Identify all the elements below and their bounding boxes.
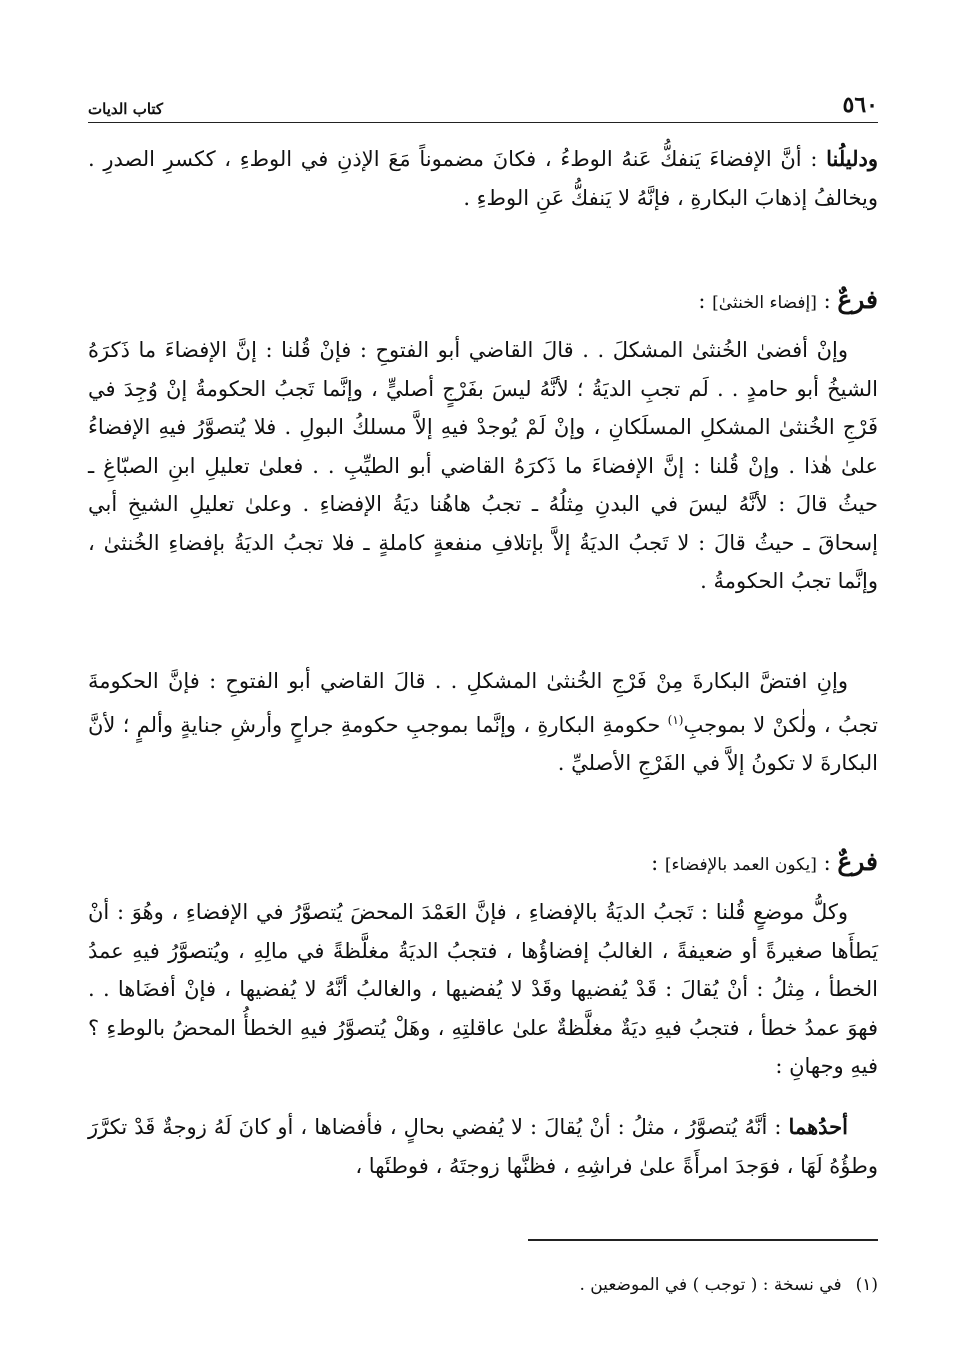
page	[88, 78, 878, 1338]
paragraph-virginity	[88, 662, 878, 783]
paragraph-lead: ودليلُنا	[826, 146, 878, 171]
paragraph-intentional	[88, 893, 878, 1086]
footnote-ref: (١)	[667, 712, 684, 727]
section-heading-branch-2: فرعٌ : [يكون العمد بالإفضاء] :	[651, 847, 878, 876]
running-header	[88, 78, 878, 118]
branch-title: [يكون العمد بالإفضاء]	[664, 855, 817, 875]
branch-word: فرعٌ	[837, 847, 878, 876]
paragraph-lead: أحدُهما	[788, 1114, 848, 1139]
paragraph-text: : أنَّ الإفضاءَ يَنفكُّ عَنهُ الوطءُ ، فكانَ مضموناً مَعَ الإذنِ في الوطءِ ، ككسرِ الصدرِ . ويخالفُ إذهابَ البكارةِ ، فإنَّهُ لا يَنفكُّ عَنِ الوطءِ .	[88, 147, 878, 210]
header-divider	[88, 122, 878, 123]
section-heading-branch-1: فرعٌ : [إفضاء الخنثىٰ] :	[698, 285, 878, 314]
footnote-text: في نسخة : ( توجب ) في الموضعين .	[579, 1275, 842, 1295]
footnote-divider	[528, 1239, 878, 1241]
paragraph-text: وكلُّ موضعٍ قُلنا : تَجبُ الديَةُ بالإفضاءِ ، فإنَّ العَمْدَ المحضَ يُتصوَّرُ في الإفضاءِ ، وهُوَ : أنْ يَطأَها صغيرةً أو ضعيفةً ، الغالبُ إفضاؤُها ، فتجبُ الديَةُ مغلَّظةً في مالِهِ ، ويُتصوَّرُ فيهِ عمدُ الخطأ ، مِثلُ : أنْ يُقالَ : قَدْ يُفضيها وقَدْ لا يُفضيها ، والغالبُ أنَّهُ لا يُفضيها ، فإنْ أفضَاها . . فهوَ عمدُ خطأ ، فتجبُ فيهِ ديَةٌ مغلَّظةٌ علىٰ عاقلتِهِ ، وهَلْ يُتصوَّرُ فيهِ الخطأُ المحضُ بالوطءِ ؟ فيهِ وجهانِ :	[88, 900, 878, 1078]
branch-word: فرعٌ	[837, 285, 878, 314]
footnote	[88, 1270, 878, 1300]
page-number: ٥٦٠	[842, 92, 878, 118]
paragraph-text: حكومةِ البكارةِ ، وإنَّما بموجبِ حكومةِ جراحٍ وأرشِ جنايةٍ وألمٍ ؛ لأنَّ البكارةَ لا تكونُ إلاَّ في الفَرْجِ الأصليِّ .	[88, 712, 878, 775]
paragraph-evidence	[88, 140, 878, 217]
paragraph-text: وإنْ أفضىٰ الخُنثىٰ المشكلَ . . قالَ القاضي أبو الفتوحِ : فإنْ قُلنا : إنَّ الإفضاءَ ما ذَكرَهُ الشيخُ أبو حامدٍ . . لَم تجبِ الديَةُ ؛ لأنَّهُ ليسَ بفَرْجٍ أصليٍّ ، وإنَّما تَجبُ الحكومةُ إنْ وُجِدَ في فَرْجِ الخُنثىٰ المشكلِ المسلَكانِ ، وإنْ لَمْ يُوجدْ فيهِ إلاَّ مسلكُ البولِ . فلا يُتصوَّرُ فيهِ الإفضاءُ علىٰ هٰذا . وإنْ قُلنا : إنَّ الإفضاءَ ما ذَكرَهُ القاضي أبو الطيِّبِ . . فعلىٰ تعليلِ ابنِ الصبّاغِ ـ حيثُ قالَ : لأنَّهُ ليسَ في البدنِ مِثلُهُ ـ تجبُ هاهُنا ديَةُ الإفضاءِ . وعلىٰ تعليلِ الشيخِ أبي إسحاقَ ـ حيثُ قالَ : لا تَجبُ الديَةُ إلاَّ بإتلافِ منفعةٍ كاملةٍ ـ فلا تجبُ الديَةُ بإفضاءِ الخُنثىٰ ، وإنَّما تجبُ الحكومةُ .	[88, 338, 878, 593]
paragraph-hermaphrodite	[88, 331, 878, 601]
book-title: كتاب الديات	[88, 100, 164, 118]
paragraph-text: : أنَّهُ يُتصوَّرُ ، مثلُ : أنْ يُقالَ : لا يُفضي بحالٍ ، فأفضاها ، أو كانَ لَهُ زوجةٌ قَدْ تكرَّرَ وطؤُهُ لَهَا ، فوَجدَ امرأَةً علىٰ فراشِهِ ، فظنَّها زوجتَهُ ، فوطئَها ،	[88, 1115, 878, 1178]
paragraph-text: وإنِ افتضَّ البكارةَ مِنْ فَرْجِ الخُنثىٰ المشكلِ . . قالَ القاضي أبو الفتوحِ : فإنَّ الحكومةَ تجبُ ، ولٰكنْ لا بموجبِ	[88, 669, 878, 737]
paragraph-first-view	[88, 1108, 878, 1185]
branch-title: [إفضاء الخنثىٰ]	[712, 293, 817, 313]
footnote-number: (١)	[855, 1275, 878, 1295]
